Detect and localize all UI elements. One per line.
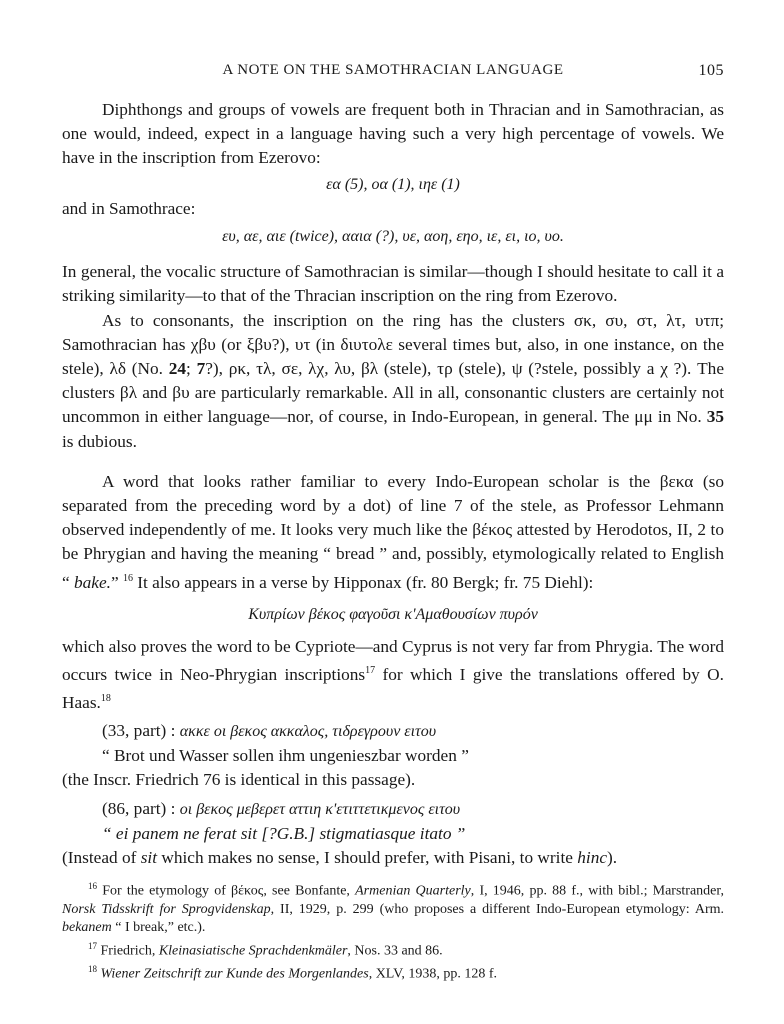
paragraph-cypriote: which also proves the word to be Cypriote—and Cyprus is not very far from Phrygia. The word occurs twice in Neo-Phrygian inscriptions$^{17}$ for which I give the translations offered by O. Haas.$^{18}$ (62, 636, 724, 712)
page-number: 105 (698, 62, 724, 79)
footnote-17: $^{17}$ Friedrich, Kleinasiatische Sprachdenkmäler, Nos. 33 and 86. (88, 940, 443, 959)
samothrace-intro: and in Samothrace: (62, 198, 196, 218)
running-title: A NOTE ON THE SAMOTHRACIAN LANGUAGE (222, 62, 564, 78)
hipponax-verse: Κυπρίων βέκος φαγοῦσι κ'Αμαθουσίων πυρόν (248, 605, 538, 623)
note-33: (the Inscr. Friedrich 76 is identical in this passage). (62, 770, 416, 790)
footnote-16: $^{16}$ For the etymology of βέκος, see Bonfante, Armenian Quarterly, I, 1946, pp. 88 f., with bibl.; Marstrander, Norsk Tidsskrift for Sprogvidenskap, II, 1929, p. 299 (who proposes a different Indo-European etymology: Arm. bekanem “ I break,” etc.). (62, 881, 725, 935)
footnote-18: $^{18}$ Wiener Zeitschrift zur Kunde des Morgenlandes, XLV, 1938, pp. 128 f. (88, 964, 498, 982)
footnotes (62, 877, 724, 984)
main-text (62, 98, 724, 870)
ezerovo-vowel-list: εα (5), οα (1), ιηε (1) (326, 175, 460, 193)
translation-33: “ Brot und Wasser sollen ihm ungenieszbar worden ” (102, 746, 469, 766)
inscription-33: (33, part) : ακκε οι βεκος ακκαλος, τιδρεγρουν ειτου (102, 720, 437, 740)
paragraph-vocalic-structure: In general, the vocalic structure of Samothracian is similar—though I should hesitate to call it a striking similarity—to that of the Thracian inscription on the ring from Ezerovo. (62, 262, 724, 306)
note-86: (Instead of sit which makes no sense, I should prefer, with Pisani, to write hinc). (62, 847, 618, 867)
translation-86: “ ei panem ne ferat sit [?G.B.] stigmatiasque itato ” (102, 823, 466, 843)
paragraph-beka: A word that looks rather familiar to every Indo-European scholar is the βεκα (so separated from the preceding word by a dot) of line 7 of the stele, as Professor Lehmann observed independently of me. It looks very much like the βέκος attested by Herodotos, II, 2 to be Phrygian and having the meaning “ bread ” and, possibly, etymologically related to English “ bake.” $^{16}$ It also appears in a verse by Hipponax (fr. 80 Bergk; fr. 75 Diehl): (62, 471, 724, 592)
samothrace-vowel-list: ευ, αε, αιε (twice), ααια (?), υε, αοη, εηο, ιε, ει, ιο, υο. (222, 228, 564, 246)
running-header (62, 62, 724, 84)
paragraph-diphthongs: Diphthongs and groups of vowels are frequent both in Thracian and in Samothracian, as one would, indeed, expect in a language having such a very high percentage of vowels. We have in the inscription from Ezerovo: (62, 100, 724, 168)
inscription-86: (86, part) : οι βεκος μεβερετ αττιη κ'ετιττετικμενος ειτου (102, 798, 461, 818)
paragraph-consonants: As to consonants, the inscription on the ring has the clusters σκ, συ, στ, λτ, υτπ; Samothracian has χβυ (or ξβυ?), υτ (in διυτολε several times but, also, in one instance, on the stele), λδ (No. 24; 7?), ρκ, τλ, σε, λχ, λυ, βλ (stele), τρ (stele), ψ (?stele, possibly a χ ?). The clusters βλ and βυ are particularly remarkable. All in all, consonantic clusters are certainly not uncommon in either language—nor, of course, in Indo-European, in general. The μμ in No. 35 is dubious. (62, 310, 724, 451)
